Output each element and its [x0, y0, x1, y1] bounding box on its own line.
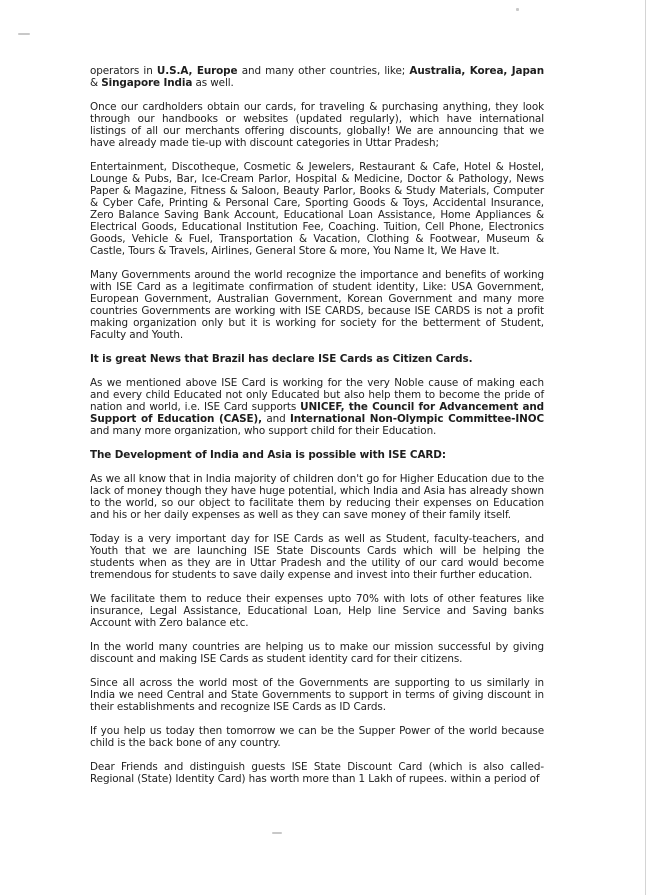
- text: and many more organization, who support child for their Education.: [90, 425, 437, 437]
- paragraph-categories: Entertainment, Discotheque, Cosmetic & Jewelers, Restaurant & Cafe, Hotel & Hostel, Lounge & Pubs, Bar, Ice-Cream Parlor, Hospital & Medicine, Doctor & Pathology, News Paper & Magazine, Fitness & Saloon, Beauty Parlor, Books & Study Materials, Computer & Cyber Cafe, Printing & Personal Care, Sporting Goods & Toys, Accidental Insurance, Zero Balance Saving Bank Account, Educational Loan Assistance, Home Appliances & Electrical Goods, Educational Institution Fee, Coaching. Tuition, Cell Phone, Electronics Goods, Vehicle & Fuel, Transportation & Vacation, Clothing & Footwear, Museum & Castle, Tours & Travels, Airlines, General Store & more, You Name It, We Have It.: [90, 161, 544, 257]
- text: and many other countries, like;: [237, 65, 410, 77]
- text: &: [90, 77, 102, 89]
- page-edge: [645, 0, 646, 895]
- bold-text: International Non-Olympic Committee-INOC: [289, 413, 545, 425]
- bold-text: U.S.A, Europe: [156, 65, 238, 77]
- bold-text: Singapore India: [101, 77, 193, 89]
- text: as well.: [192, 77, 234, 89]
- paragraph-government-support: Since all across the world most of the Governments are supporting to us similarly in India we need Central and State Governments to support in terms of giving discount in their establishments and recognize ISE Cards as ID Cards.: [90, 677, 544, 713]
- paragraph-dear-friends: Dear Friends and distinguish guests ISE State Discount Card (which is also called-Regional (State) Identity Card) has worth more than 1 Lakh of rupees. within a period of: [90, 761, 544, 785]
- scan-mark: [272, 832, 282, 834]
- text: As we mentioned above ISE Card is working for the very Noble cause of making each and every child Educated not only Educated but also help them to become the pride of nation and world, i.e. ISE Card supports: [90, 377, 544, 413]
- paragraph-countries-helping: In the world many countries are helping us to make our mission successful by giving discount and making ISE Cards as student identity card for their citizens.: [90, 641, 544, 665]
- paragraph-launch: Today is a very important day for ISE Cards as well as Student, faculty-teachers, and Youth that we are launching ISE State Discounts Cards which will be helping the students when as they are in Uttar Pradesh and the utility of our card would become tremendous for students to save daily expense and invest into their further education.: [90, 533, 544, 581]
- text: and: [262, 413, 290, 425]
- paragraph-operators: [90, 65, 544, 89]
- paragraph-governments: Many Governments around the world recognize the importance and benefits of working with ISE Card as a legitimate confirmation of student identity, Like: USA Government, European Government, Australian Government, Korean Government and many more countries Governments are working with ISE CARDS, because ISE CARDS is not a profit making organization only but it is working for society for the betterment of Student, Faculty and Youth.: [90, 269, 544, 341]
- bold-text: Australia, Korea, Japan: [409, 65, 545, 77]
- scan-mark: [516, 8, 519, 11]
- paragraph-cardholders: Once our cardholders obtain our cards, for traveling & purchasing anything, they look through our handbooks or websites (updated regularly), which have international listings of all our merchants offering discounts, globally! We are announcing that we have already made tie-up with discount categories in Uttar Pradesh;: [90, 101, 544, 149]
- heading-brazil: It is great News that Brazil has declare ISE Cards as Citizen Cards.: [90, 353, 473, 365]
- document-body: [90, 65, 544, 797]
- bold-text: UNICEF, the Council for Advancement and Support of Education (CASE),: [90, 401, 545, 425]
- text: operators in: [90, 65, 157, 77]
- heading-development: The Development of India and Asia is possible with ISE CARD:: [90, 449, 446, 461]
- scan-mark: [18, 33, 30, 35]
- paragraph-facilitate: We facilitate them to reduce their expenses upto 70% with lots of other features like insurance, Legal Assistance, Educational Loan, Help line Service and Saving banks Account with Zero balance etc.: [90, 593, 544, 629]
- paragraph-noble-cause: [90, 377, 544, 437]
- paragraph-super-power: If you help us today then tomorrow we can be the Supper Power of the world because child is the back bone of any country.: [90, 725, 544, 749]
- paragraph-higher-education: As we all know that in India majority of children don't go for Higher Education due to the lack of money though they have huge potential, which India and Asia has already shown to the world, so our object to facilitate them by reducing their expenses on Education and his or her daily expenses as well as they can save money of their family itself.: [90, 473, 544, 521]
